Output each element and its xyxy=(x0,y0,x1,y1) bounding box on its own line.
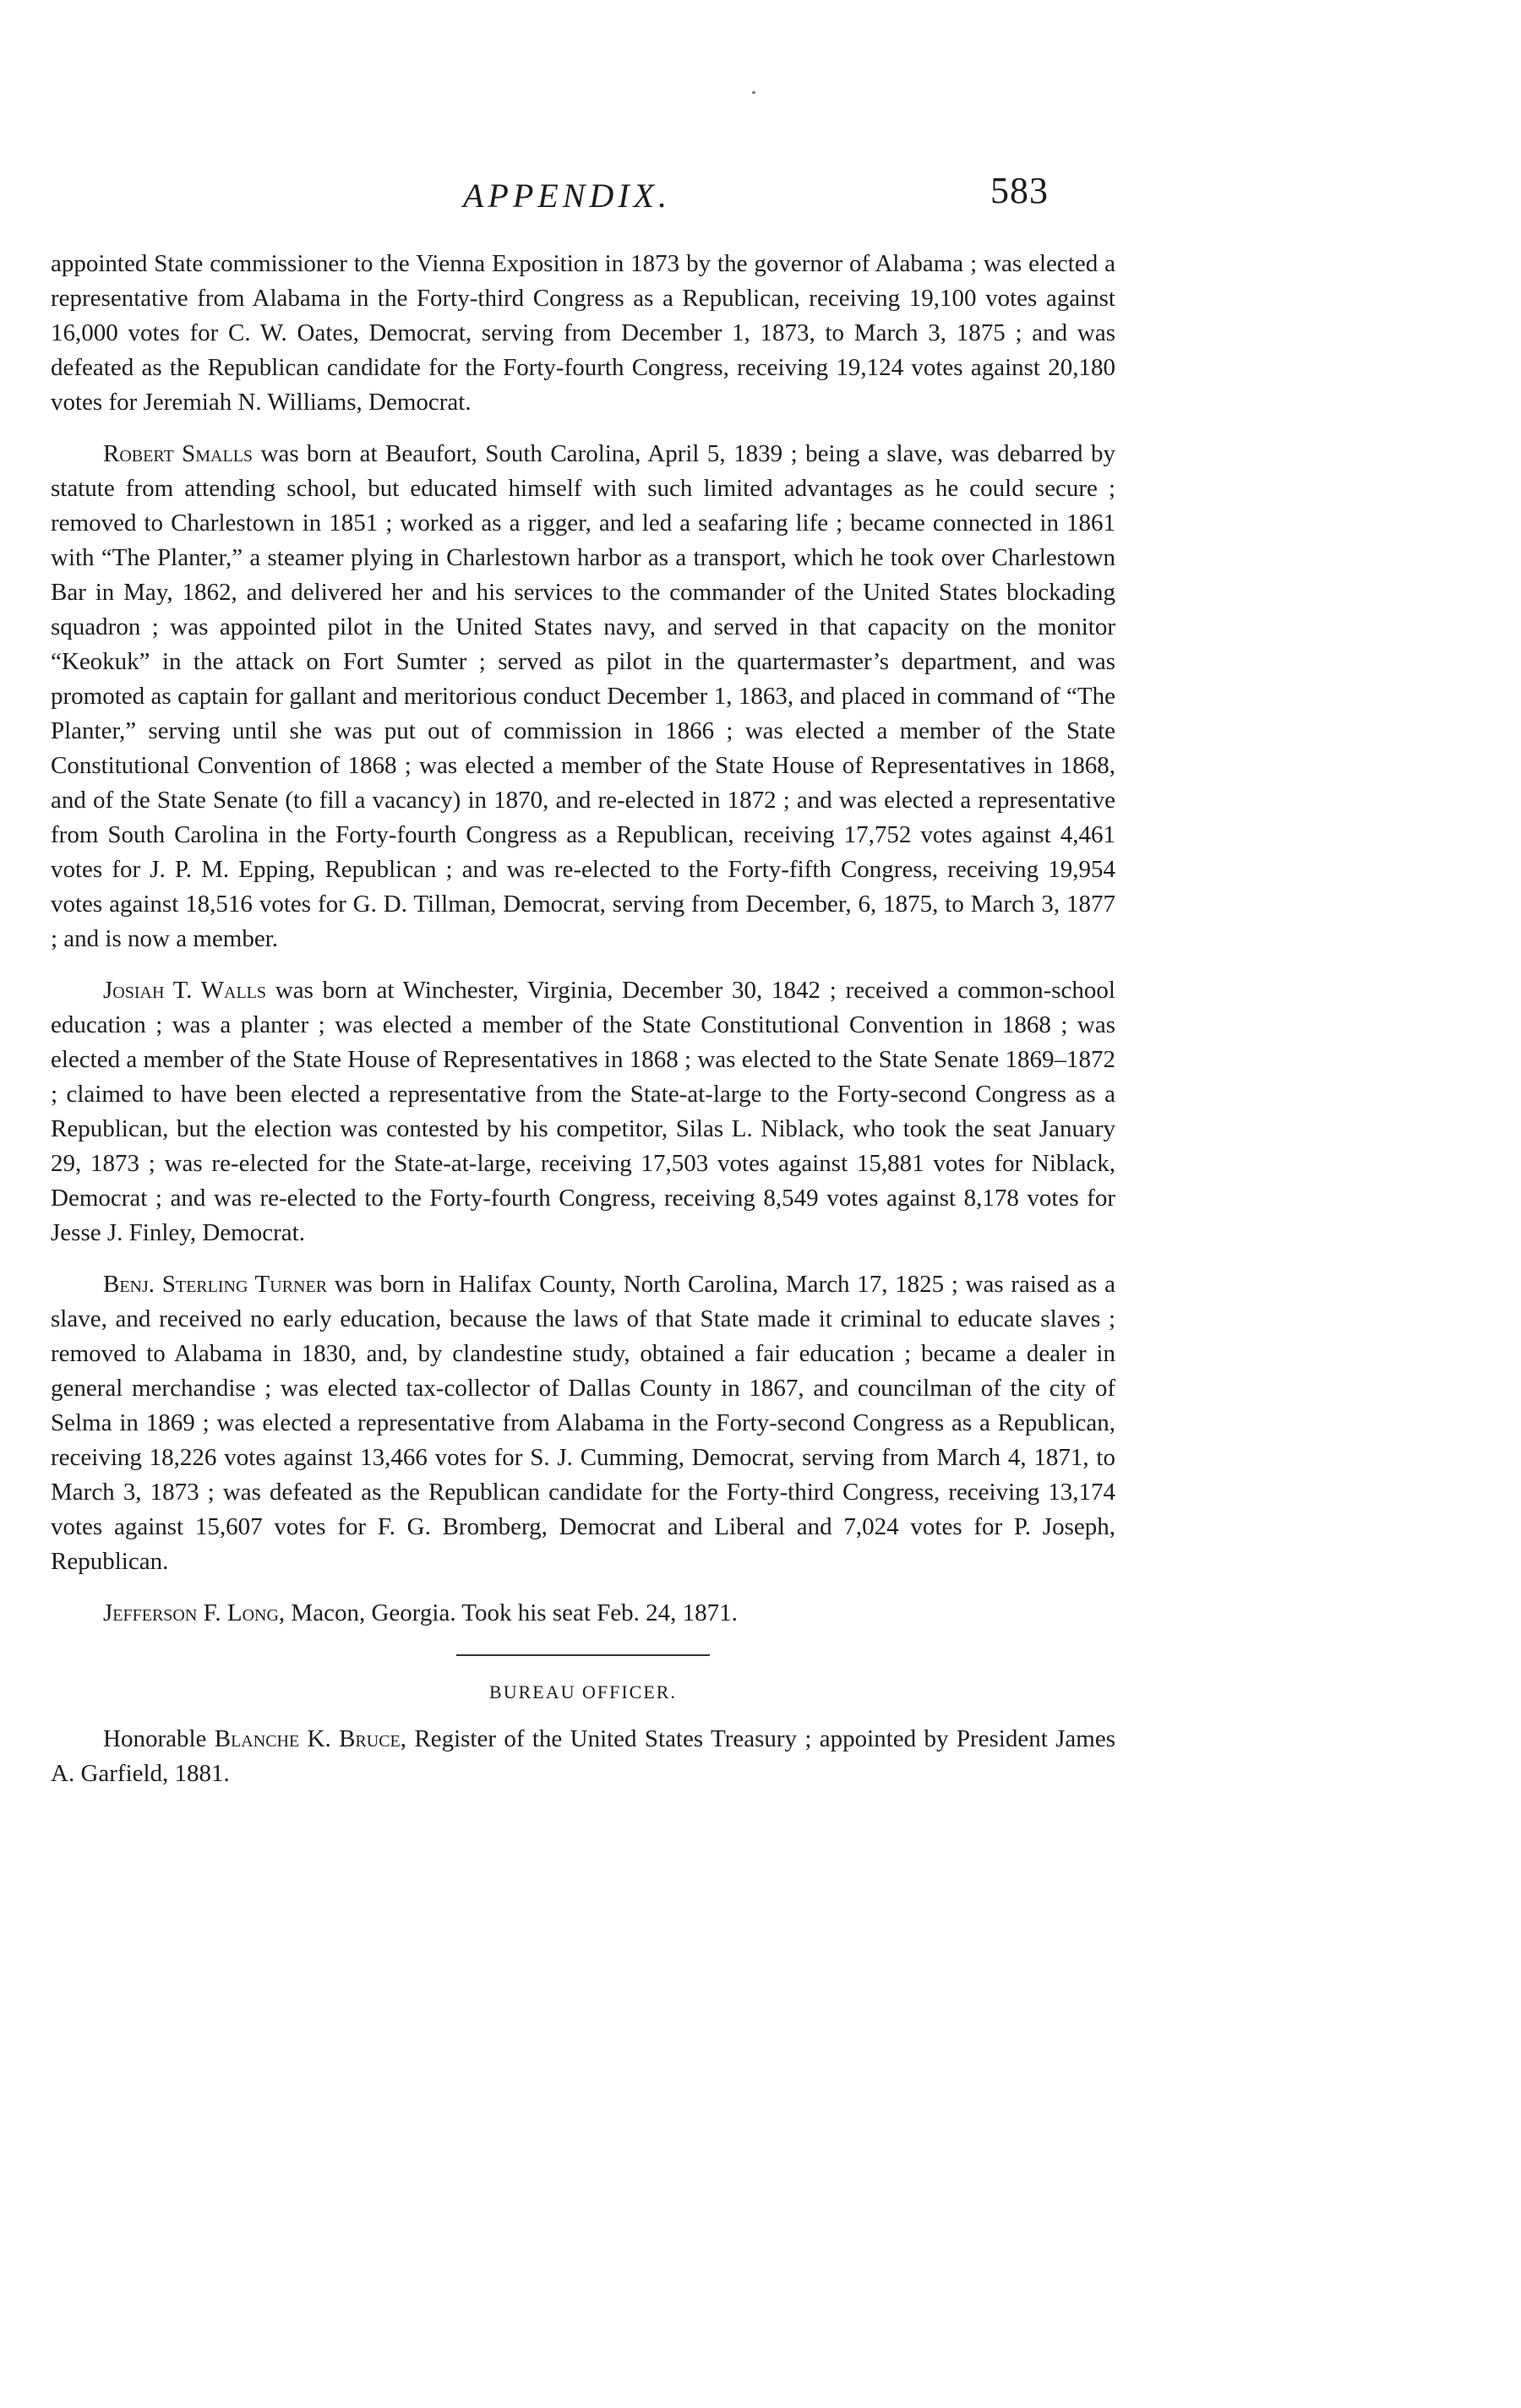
running-head: APPENDIX. xyxy=(463,177,672,215)
paragraph-continued xyxy=(51,247,1115,420)
person-name: Benj. Sterling Turner xyxy=(103,1271,328,1298)
paragraph-robert-smalls xyxy=(51,437,1115,956)
paragraph-text: was born at Beaufort, South Carolina, April 5, 1839 ; being a slave, was debarred by statute from attending school, but educated himself with such limited advantages as he could secure ; removed to Charlestown in 1851 ; worked as a rigger, and led a seafaring life ; became connected in 1861 with “The Planter,” a steamer plying in Charlestown harbor as a transport, which he took over Charlestown Bar in May, 1862, and delivered her and his services to the commander of the United States blockading squadron ; was appointed pilot in the United States navy, and served in that capacity on the monitor “Keokuk” in the attack on Fort Sumter ; served as pilot in the quartermaster’s department, and was promoted as captain for gallant and meritorious conduct December 1, 1863, and placed in command of “The Planter,” serving until she was put out of commission in 1866 ; was elected a member of the State Constitutional Convention of 1868 ; was elected a member of the State House of Representatives in 1868, and of the State Senate (to fill a vacancy) in 1870, and re-elected in 1872 ; and was elected a representative from South Carolina in the Forty-fourth Congress as a Republican, receiving 17,752 votes against 4,461 votes for J. P. M. Epping, Republican ; and was re-elected to the Forty-fifth Congress, receiving 19,954 votes against 18,516 votes for G. D. Tillman, Democrat, serving from December, 6, 1875, to March 3, 1877 ; and is now a member. xyxy=(51,440,1115,952)
paragraph-text: was born in Halifax County, North Carolina, March 17, 1825 ; was raised as a slave, and received no early education, because the laws of that State made it criminal to educate slaves ; removed to Alabama in 1830, and, by clandestine study, obtained a fair education ; became a dealer in general merchandise ; was elected tax-collector of Dallas County in 1867, and councilman of the city of Selma in 1869 ; was elected a representative from Alabama in the Forty-second Congress as a Republican, receiving 18,226 votes against 13,466 votes for S. J. Cumming, Democrat, serving from March 4, 1871, to March 3, 1873 ; was defeated as the Republican candidate for the Forty-third Congress, receiving 13,174 votes against 15,607 votes for F. G. Bromberg, Democrat and Liberal and 7,024 votes for P. Joseph, Republican. xyxy=(51,1271,1115,1575)
paragraph-josiah-walls xyxy=(51,973,1115,1250)
paragraph-text: appointed State commissioner to the Vienna Exposition in 1873 by the governor of Alabama ; was elected a representative from Alabama in the Forty-third Congress as a Republican, receiving 19,100 votes against 16,000 votes for C. W. Oates, Democrat, serving from December 1, 1873, to March 3, 1875 ; and was defeated as the Republican candidate for the Forty-fourth Congress, receiving 19,124 votes against 20,180 votes for Jeremiah N. Williams, Democrat. xyxy=(51,250,1115,416)
person-name: Jefferson F. Long xyxy=(103,1599,279,1626)
paragraph-text: , Macon, Georgia. Took his seat Feb. 24, 1871. xyxy=(278,1599,738,1626)
paragraph-benj-turner xyxy=(51,1267,1115,1579)
body-text xyxy=(51,247,1115,1808)
honorific: Honorable xyxy=(103,1725,215,1752)
person-name: Robert Smalls xyxy=(103,440,254,467)
paragraph-jefferson-long xyxy=(51,1596,1115,1631)
bureau-heading: BUREAU OFFICER. xyxy=(489,1681,677,1702)
paragraph-text: was born at Winchester, Virginia, December 30, 1842 ; received a common-school education ; was a planter ; was elected a member of the State Constitutional Convention in 1868 ; was elected a member of the State House of Representatives in 1868 ; was elected to the State Senate 1869–1872 ; claimed to have been elected a representative from the State-at-large to the Forty-second Congress as a Republican, but the election was contested by his competitor, Silas L. Niblack, who took the seat January 29, 1873 ; was re-elected for the State-at-large, receiving 17,503 votes against 15,881 votes for Niblack, Democrat ; and was re-elected to the Forty-fourth Congress, receiving 8,549 votes against 8,178 votes for Jesse J. Finley, Democrat. xyxy=(51,977,1115,1246)
person-name: Blanche K. Bruce xyxy=(214,1725,401,1752)
person-name: Josiah T. Walls xyxy=(103,977,267,1004)
paragraph-blanche-bruce xyxy=(51,1722,1115,1791)
section-divider xyxy=(456,1654,710,1656)
page-speck xyxy=(752,91,755,94)
page-number: 583 xyxy=(990,170,1049,211)
paragraph-text: , Register of the United States Treasury ; appointed by President James A. Garfield, 1881. xyxy=(51,1725,1115,1787)
